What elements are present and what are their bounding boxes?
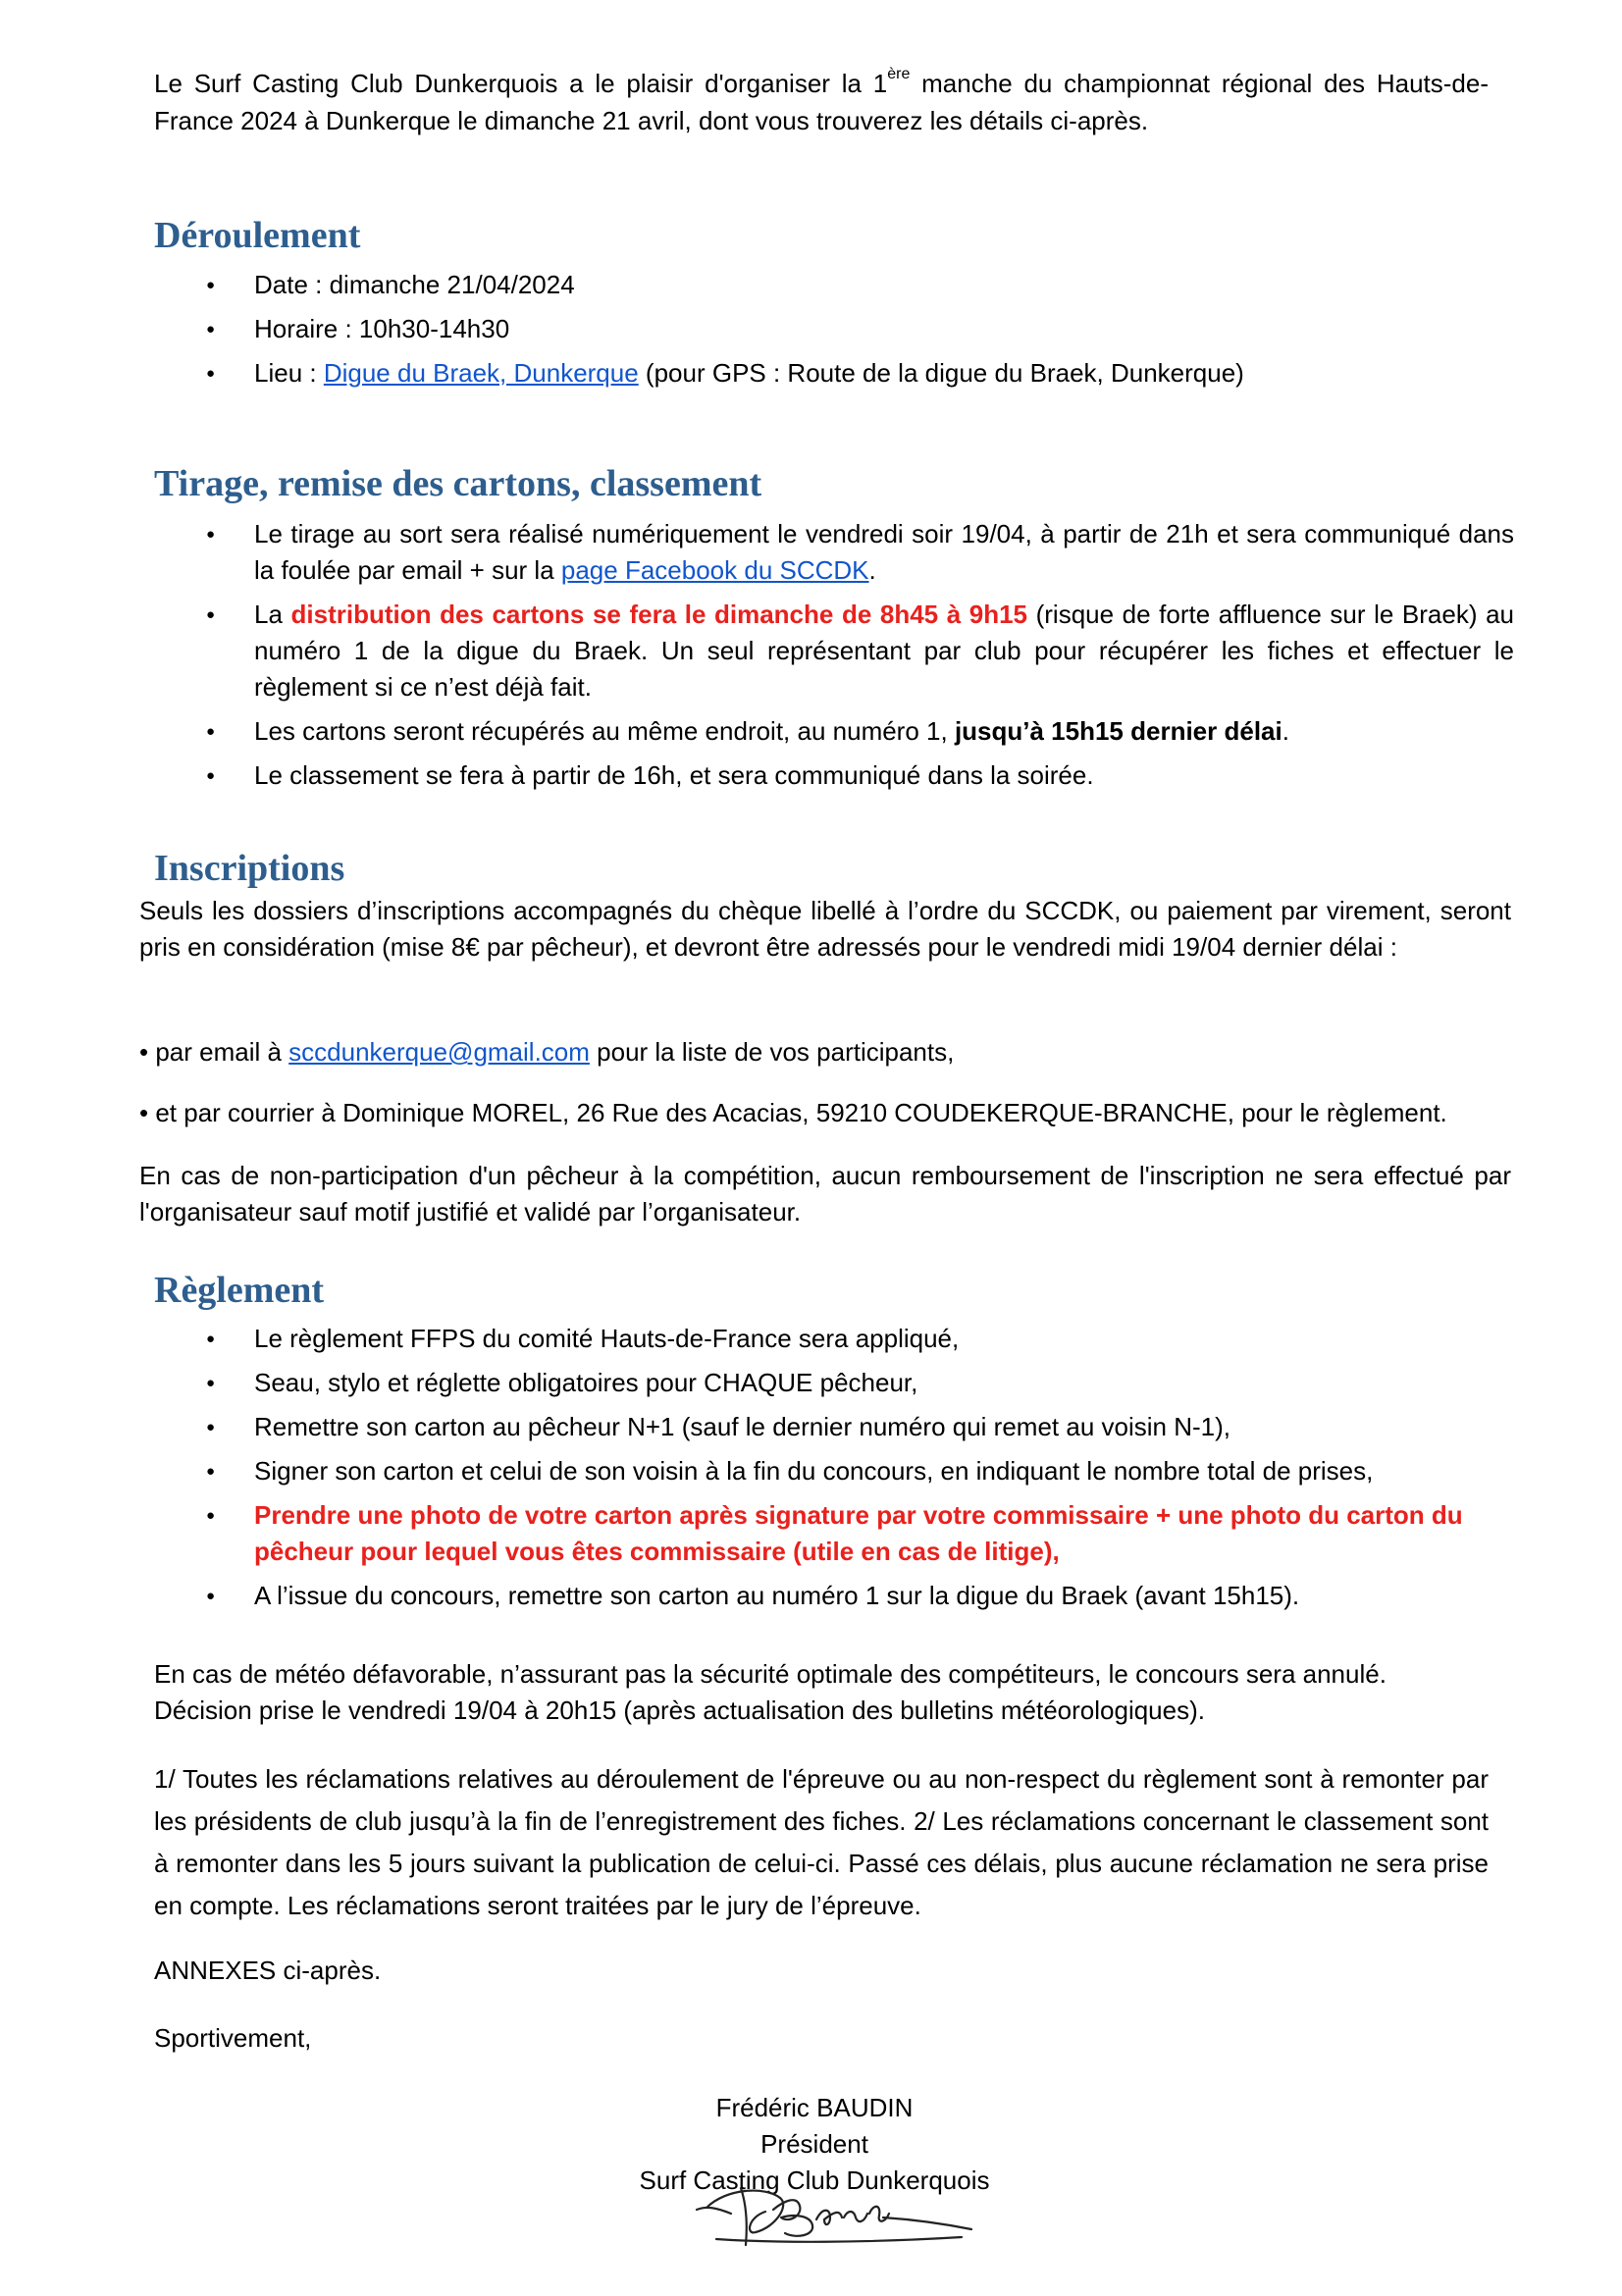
- list-item-lieu: ● Lieu : Digue du Braek, Dunkerque (pour GPS : Route de la digue du Braek, Dunkerque): [157, 355, 1511, 391]
- salutation-line: Sportivement,: [154, 2023, 312, 2053]
- inscriptions-paragraph: Seuls les dossiers d’inscriptions accompagnés du chèque libellé à l’ordre du SCCDK, ou paiement par virement, seront pris en considération (mise 8€ par pêcheur), et devront être adressés pour le vendredi midi 19/04 dernier délai :: [139, 896, 1511, 962]
- reglement-list: [157, 1321, 1514, 1614]
- list-item-horaire: ● Horaire : 10h30-14h30: [157, 311, 1511, 347]
- signature-role: Président: [760, 2129, 868, 2159]
- list-item-reglement: ● Remettre son carton au pêcheur N+1 (sauf le dernier numéro qui remet au voisin N-1),: [157, 1409, 1514, 1445]
- annexes-line: ANNEXES ci-après.: [154, 1956, 382, 1985]
- list-item-photo-warning: ● Prendre une photo de votre carton après signature par votre commissaire + une photo du carton du pêcheur pour lequel vous êtes commissaire (utile en cas de litige),: [157, 1497, 1514, 1570]
- list-item-classement: ● Le classement se fera à partir de 16h, et sera communiqué dans la soirée.: [157, 757, 1514, 794]
- intro-superscript: ère: [887, 66, 911, 83]
- reclamations-paragraph: 1/ Toutes les réclamations relatives au déroulement de l'épreuve ou au non-respect du règlement sont à remonter par les présidents de club jusqu’à la fin de l’enregistrement des fiches. 2/ Les réclamations concernant le classement sont à remonter dans les 5 jours suivant la publication de celui-ci. Passé ces délais, plus aucune réclamation ne sera prise en compte. Les réclamations seront traitées par le jury de l’épreuve.: [154, 1764, 1489, 1920]
- inscriptions-courrier-line: • et par courrier à Dominique MOREL, 26 Rue des Acacias, 59210 COUDEKERQUE-BRANCHE, pour le règlement.: [139, 1098, 1447, 1127]
- signature-club: Surf Casting Club Dunkerquois: [639, 2166, 990, 2195]
- tirage-list: [157, 516, 1514, 802]
- list-item-distribution: ● La distribution des cartons se fera le dimanche de 8h45 à 9h15 (risque de forte affluence sur le Braek) au numéro 1 de la digue du Braek. Un seul représentant par club pour récupérer les fiches et effectuer le règlement si ce n’est déjà fait.: [157, 597, 1514, 705]
- facebook-page-link[interactable]: page Facebook du SCCDK: [560, 555, 869, 585]
- meteo-paragraph: En cas de météo défavorable, n’assurant pas la sécurité optimale des compétiteurs, le concours sera annulé. Décision prise le vendredi 19/04 à 20h15 (après actualisation des bulletins météorologiques).: [154, 1659, 1387, 1725]
- section-title-tirage: Tirage, remise des cartons, classement: [154, 463, 762, 504]
- inscriptions-refund-paragraph: En cas de non-participation d'un pêcheur à la compétition, aucun remboursement de l'inscription ne sera effectué par l'organisateur sauf motif justifié et validé par l’organisateur.: [139, 1161, 1511, 1226]
- handwritten-signature-icon: [687, 2149, 981, 2257]
- list-item-date: ● Date : dimanche 21/04/2024: [157, 267, 1511, 303]
- section-title-deroulement: Déroulement: [154, 215, 361, 256]
- list-item-reglement: ● Signer son carton et celui de son voisin à la fin du concours, en indiquant le nombre total de prises,: [157, 1453, 1514, 1489]
- list-item-reglement: ● Le règlement FFPS du comité Hauts-de-France sera appliqué,: [157, 1321, 1514, 1357]
- signature-name: Frédéric BAUDIN: [715, 2093, 914, 2122]
- list-item-reglement: ● Seau, stylo et réglette obligatoires pour CHAQUE pêcheur,: [157, 1365, 1514, 1401]
- list-item-tirage: ● Le tirage au sort sera réalisé numériquement le vendredi soir 19/04, à partir de 21h et sera communiqué dans la foulée par email + sur la page Facebook du SCCDK.: [157, 516, 1514, 589]
- list-item-reglement-last: ● A l’issue du concours, remettre son carton au numéro 1 sur la digue du Braek (avant 15h15).: [157, 1578, 1514, 1614]
- section-title-inscriptions: Inscriptions: [154, 848, 345, 889]
- intro-paragraph: Le Surf Casting Club Dunkerquois a le plaisir d'organiser la 1ère manche du championnat régional des Hauts-de-France 2024 à Dunkerque le dimanche 21 avril, dont vous trouverez les détails ci-après.: [154, 66, 1489, 135]
- email-link[interactable]: sccdunkerque@gmail.com: [288, 1037, 590, 1067]
- lieu-map-link[interactable]: Digue du Braek, Dunkerque: [323, 358, 639, 388]
- section-title-reglement: Règlement: [154, 1270, 325, 1311]
- list-item-recuperation: ● Les cartons seront récupérés au même endroit, au numéro 1, jusqu’à 15h15 dernier délai.: [157, 713, 1514, 750]
- deroulement-list: [157, 267, 1511, 391]
- inscriptions-email-line: • par email à sccdunkerque@gmail.com pour la liste de vos participants,: [139, 1037, 955, 1067]
